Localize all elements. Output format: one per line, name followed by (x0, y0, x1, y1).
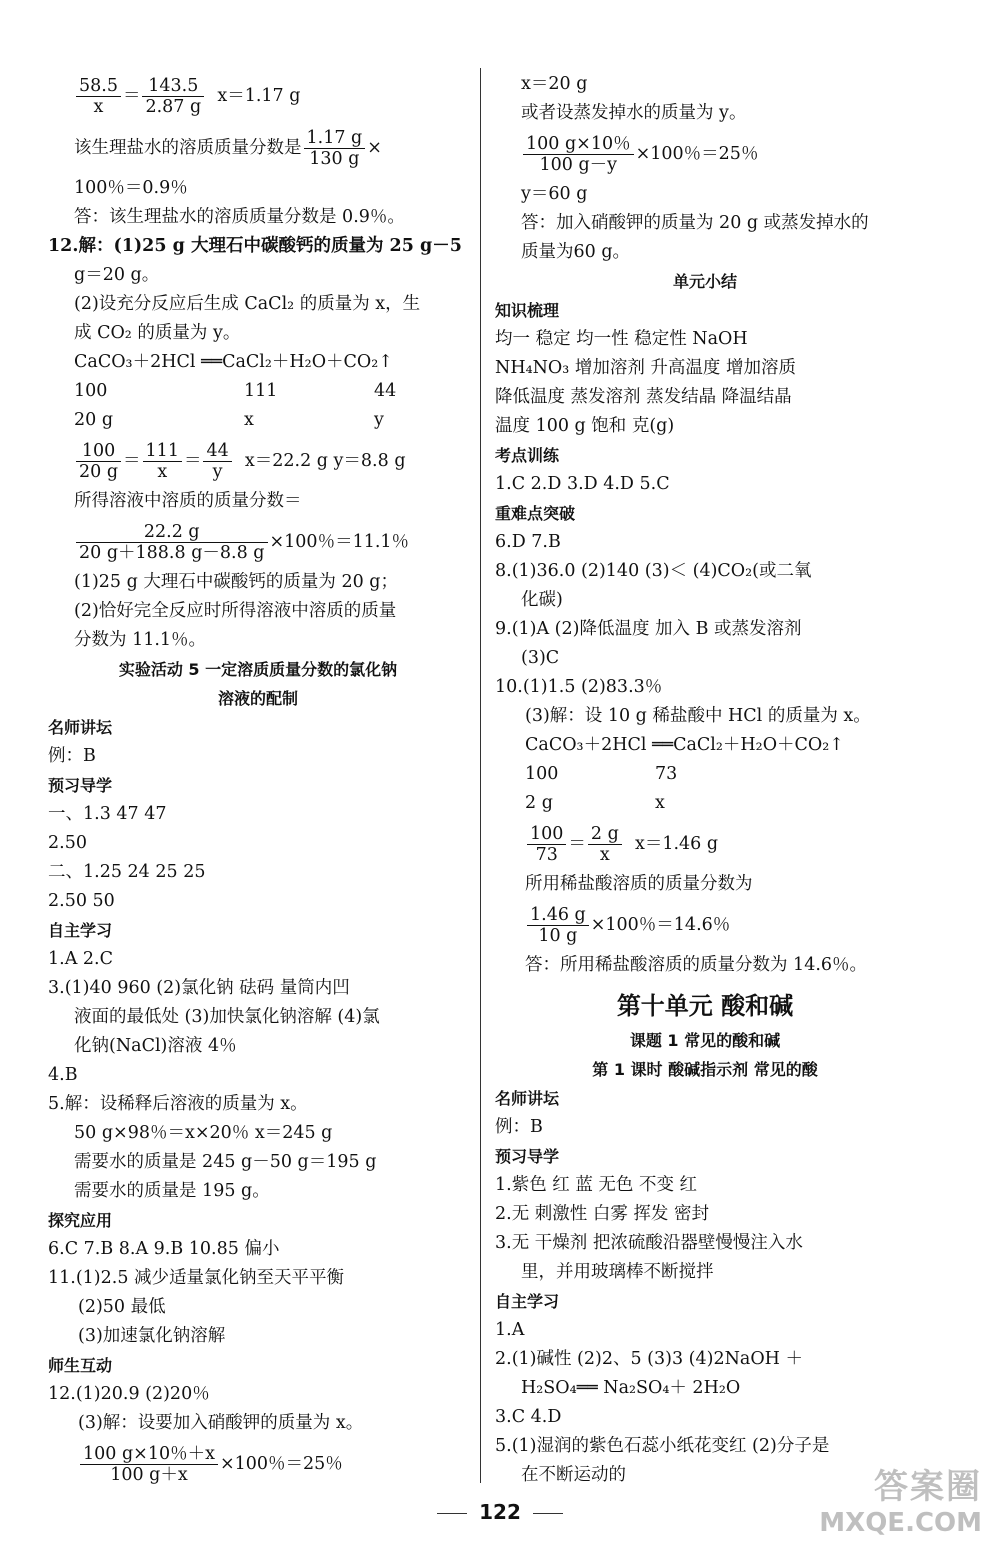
text-line: 均一 稳定 均一性 稳定性 NaOH (495, 329, 748, 349)
page-number: 122 (0, 1500, 1000, 1524)
text-line: g＝20 g。 (74, 265, 160, 285)
section-heading: 预习导学 (48, 776, 113, 795)
text-line: (3)加速氯化钠溶解 (78, 1326, 226, 1346)
mass-fraction-line: 该生理盐水的溶质质量分数是 $\frac{1.17 g}{130 g}$ × (74, 127, 382, 169)
proportion-equation: $\frac{100}{20 g}$ ＝ $\frac{111}{x}$ ＝ $\frac{44}{y}$ x＝22.2 g y＝8.8 g (48, 435, 468, 487)
right-column (495, 70, 915, 1490)
text-line: 分数为 11.1％。 (74, 630, 207, 650)
section-heading: 重难点突破 (495, 504, 576, 523)
text-line: x＝20 g (521, 74, 588, 94)
fraction-line: $\frac{100 g\times 10\%}{100 g-y}$ ×100％＝25％ (495, 128, 915, 180)
text-line: 例：B (495, 1117, 543, 1137)
text-line: 成 CO₂ 的质量为 y。 (74, 323, 241, 343)
text-line: 2.50 50 (48, 891, 115, 911)
text-line: 需要水的质量是 245 g－50 g＝195 g (74, 1152, 377, 1172)
chemical-equation: CaCO₃＋2HCl ══CaCl₂＋H₂O＋CO₂↑ (525, 735, 844, 755)
text-line: 6.C 7.B 8.A 9.B 10.85 偏小 (48, 1239, 280, 1259)
section-heading: 自主学习 (48, 921, 113, 940)
section-heading: 自主学习 (495, 1292, 560, 1311)
text-line: 8.(1)36.0 (2)140 (3)＜ (4)CO₂(或二氧 (495, 561, 812, 581)
text-line: (2)设充分反应后生成 CaCl₂ 的质量为 x，生 (74, 294, 421, 314)
text-line: (3)解：设 10 g 稀盐酸中 HCl 的质量为 x。 (525, 706, 871, 726)
text-line: 50 g×98％＝x×20％ x＝245 g (74, 1123, 333, 1143)
text-line: 化碳) (521, 590, 563, 610)
watermark: 答案圈 MXQE.COM (819, 1467, 982, 1538)
text-line: 1.紫色 红 蓝 无色 不变 红 (495, 1175, 698, 1195)
text-line: 9.(1)A (2)降低温度 加入 B 或蒸发溶剂 (495, 619, 802, 639)
period-title: 第 1 课时 酸碱指示剂 常见的酸 (592, 1060, 818, 1079)
molar-mass-row: 100 73 (525, 764, 678, 784)
given-mass-row: 20 g x y (74, 410, 384, 430)
activity-title: 实验活动 5 一定溶质质量分数的氯化钠 (118, 660, 398, 679)
text-line: 所用稀盐酸溶质的质量分数为 (525, 874, 753, 894)
text-line: 答：该生理盐水的溶质质量分数是 0.9％。 (74, 207, 405, 227)
text-line: 12.(1)20.9 (2)20％ (48, 1384, 210, 1404)
text-line: 5.(1)湿润的紫色石蕊小纸花变红 (2)分子是 (495, 1436, 830, 1456)
column-divider (480, 68, 481, 1483)
text-line: 质量为60 g。 (521, 242, 631, 262)
fraction-line: $\frac{22.2 g}{20 g+188.8 g-8.8 g}$ ×100％＝11.1％ (48, 516, 468, 568)
text-line: 二、1.25 24 25 25 (48, 862, 206, 882)
section-heading: 名师讲坛 (48, 718, 113, 737)
text-line: 例：B (48, 746, 96, 766)
section-heading: 探究应用 (48, 1211, 113, 1230)
text-line: 温度 100 g 饱和 克(g) (495, 416, 675, 436)
text-line: 2.(1)碱性 (2)2、5 (3)3 (4)2NaOH ＋ (495, 1349, 803, 1369)
text-line: (1)25 g 大理石中碳酸钙的质量为 20 g； (74, 572, 398, 592)
left-column (48, 70, 468, 1490)
text-line: 2.无 刺激性 白雾 挥发 密封 (495, 1204, 709, 1224)
text-line: 答：所用稀盐酸溶质的质量分数为 14.6％。 (525, 955, 868, 975)
molar-mass-row: 100 111 44 (74, 381, 397, 401)
unit-summary-title: 单元小结 (672, 272, 737, 291)
text-line: 答：加入硝酸钾的质量为 20 g 或蒸发掉水的 (521, 213, 869, 233)
text-line: 1.A 2.C (48, 949, 113, 969)
text-line: 里，并用玻璃棒不断搅拌 (521, 1262, 714, 1282)
activity-title: 溶液的配制 (217, 689, 298, 708)
text-line: (2)恰好完全反应时所得溶液中溶质的质量 (74, 601, 397, 621)
section-heading: 预习导学 (495, 1147, 560, 1166)
text-line: (2)50 最低 (78, 1297, 166, 1317)
text-line: 1.A (495, 1320, 525, 1340)
text-line: 3.C 4.D (495, 1407, 562, 1427)
text-line: H₂SO₄══ Na₂SO₄＋ 2H₂O (521, 1378, 741, 1398)
fraction-line: $\frac{100 g\times 10\%+x}{100 g+x}$ ×100％＝25％ (48, 1438, 468, 1490)
text-line: 液面的最低处 (3)加快氯化钠溶解 (4)氯 (74, 1007, 380, 1027)
question-12: 12.解：(1)25 g 大理石中碳酸钙的质量为 25 g－5 (48, 236, 462, 256)
text-line: 6.D 7.B (495, 532, 561, 552)
text-line: 2.50 (48, 833, 87, 853)
text-line: 化钠(NaCl)溶液 4％ (74, 1036, 237, 1056)
fraction-line: $\frac{1.46 g}{10 g}$ ×100％＝14.6％ (495, 899, 915, 951)
section-heading: 名师讲坛 (495, 1089, 560, 1108)
proportion-equation: $\frac{100}{73}$ ＝ $\frac{2 g}{x}$ x＝1.46 g (495, 818, 915, 870)
ratio-equation: $\frac{58.5}{x}$ ＝ $\frac{143.5}{2.87 g}$ x＝1.17 g (48, 70, 468, 122)
text-line: 1.C 2.D 3.D 4.D 5.C (495, 474, 670, 494)
chemical-equation: CaCO₃＋2HCl ══CaCl₂＋H₂O＋CO₂↑ (74, 352, 393, 372)
text-line: (3)解：设要加入硝酸钾的质量为 x。 (78, 1413, 364, 1433)
text-line: 3.(1)40 960 (2)氯化钠 砝码 量筒内凹 (48, 978, 350, 998)
text-line: 100％＝0.9％ (74, 178, 188, 198)
given-mass-row: 2 g x (525, 793, 665, 813)
text-line: 10.(1)1.5 (2)83.3％ (495, 677, 663, 697)
unit-title: 第十单元 酸和碱 (616, 992, 794, 1020)
text-line: 降低温度 蒸发溶剂 蒸发结晶 降温结晶 (495, 387, 792, 407)
text-line: 需要水的质量是 195 g。 (74, 1181, 270, 1201)
text-line: 所得溶液中溶质的质量分数＝ (74, 491, 302, 511)
section-heading: 师生互动 (48, 1356, 113, 1375)
text-line: 5.解：设稀释后溶液的质量为 x。 (48, 1094, 308, 1114)
lesson-title: 课题 1 常见的酸和碱 (629, 1031, 781, 1050)
text-line: 一、1.3 47 47 (48, 804, 167, 824)
text-line: 在不断运动的 (521, 1465, 626, 1485)
text-line: 11.(1)2.5 减少适量氯化钠至天平平衡 (48, 1268, 345, 1288)
section-heading: 知识梳理 (495, 301, 560, 320)
text-line: 或者设蒸发掉水的质量为 y。 (521, 103, 747, 123)
text-line: 4.B (48, 1065, 78, 1085)
section-heading: 考点训练 (495, 446, 560, 465)
text-line: 3.无 干燥剂 把浓硫酸沿器壁慢慢注入水 (495, 1233, 803, 1253)
text-line: y＝60 g (521, 184, 588, 204)
text-line: (3)C (521, 648, 560, 668)
text-line: NH₄NO₃ 增加溶剂 升高温度 增加溶质 (495, 358, 796, 378)
